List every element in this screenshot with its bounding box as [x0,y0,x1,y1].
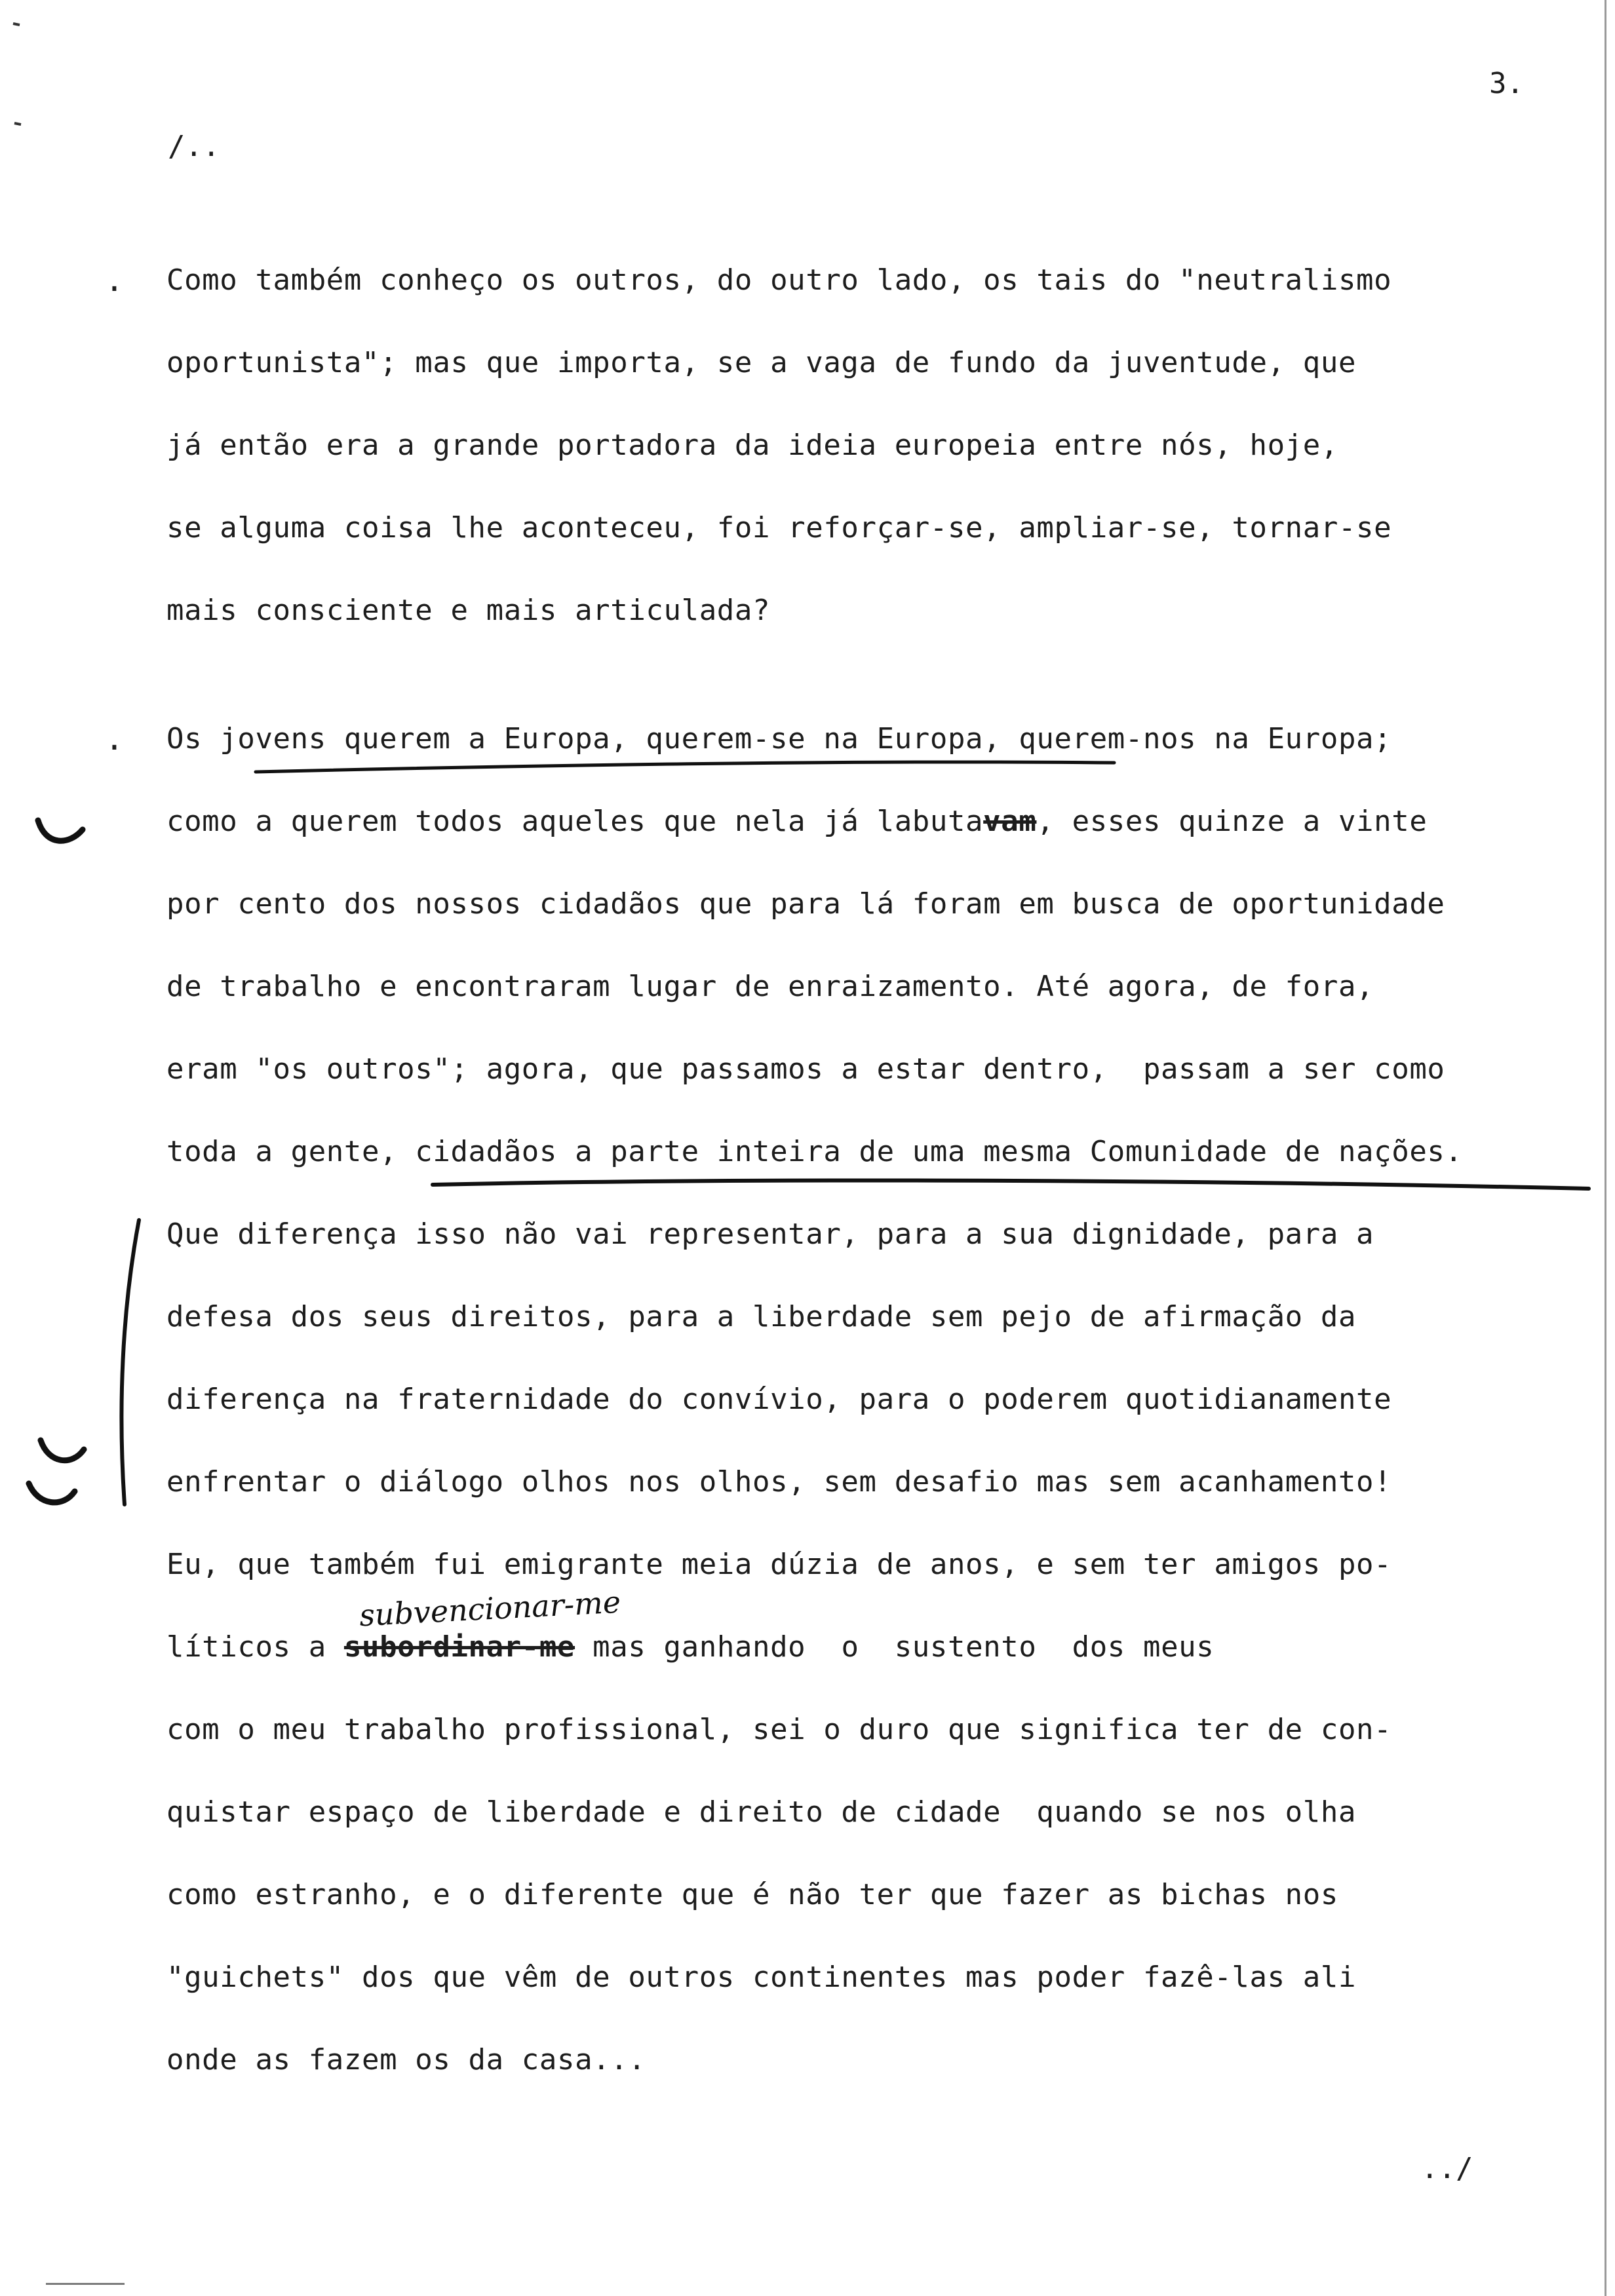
underline-first-sentence [256,762,1114,772]
line12-text-a: líticos a [166,1630,344,1664]
continuation-marker-top: /.. [168,130,220,163]
paragraph2-line-15: como estranho, e o diferente que é não ter que fazer as bichas nos [166,1878,1338,1911]
paragraph2-line-10: enfrentar o diálogo olhos nos olhos, sem desafio mas sem acanhamento! [166,1465,1392,1499]
struck-phrase: subordinar-me [343,1630,575,1664]
margin-check-mark-2 [41,1440,84,1461]
paragraph2-line-3: por cento dos nossos cidadãos que para lá foram em busca de oportunidade [166,887,1445,921]
handwritten-insertion: subvencionar-me [358,1584,622,1634]
paragraph1-line-3: já então era a grande portadora da ideia europeia entre nós, hoje, [166,429,1338,462]
paragraph2-line-1: Os jovens querem a Europa, querem-se na Europa, querem-nos na Europa; [166,722,1392,756]
struck-word: vam [983,805,1037,838]
paragraph2-line-17: onde as fazem os da casa... [166,2043,646,2076]
line2-text-a: como a querem todos aqueles que nela já labuta [166,805,984,838]
paragraph2-line-11: Eu, que também fui emigrante meia dúzia de anos, e sem ter amigos po- [166,1548,1392,1581]
paragraph2-line-4: de trabalho e encontraram lugar de enraizamento. Até agora, de fora, [166,970,1374,1003]
line2-text-b: , esses quinze a vinte [1036,805,1428,838]
paragraph1-line-1: Como também conheço os outros, do outro lado, os tais do "neutralismo [166,263,1392,297]
underline-cidadaos-sentence [433,1180,1589,1189]
paragraph2-line-16: "guichets" dos que vêm de outros continentes mas poder fazê-las ali [166,1961,1357,1994]
paragraph2-line-6: toda a gente, cidadãos a parte inteira de uma mesma Comunidade de nações. [166,1135,1463,1168]
paragraph2-line-8: defesa dos seus direitos, para a liberdade sem pejo de afirmação da [166,1300,1357,1333]
bullet-paragraph-2: . [105,721,124,757]
line12-text-b: mas ganhando o sustento dos meus [575,1630,1215,1664]
footer-mark [46,2283,125,2285]
margin-tick-1 [13,24,20,25]
paragraph1-line-5: mais consciente e mais articulada? [166,594,771,627]
paragraph2-line-7: Que diferença isso não vai representar, para a sua dignidade, para a [166,1217,1374,1251]
continuation-marker-bottom: ../ [1421,2152,1473,2185]
bullet-paragraph-1: . [105,262,124,299]
margin-bracket [121,1220,139,1504]
margin-tick-2 [14,123,21,124]
page-edge [1605,0,1606,2296]
paragraph1-line-4: se alguma coisa lhe aconteceu, foi reforçar-se, ampliar-se, tornar-se [166,511,1392,545]
paragraph1-line-2: oportunista"; mas que importa, se a vaga de fundo da juventude, que [166,346,1357,379]
margin-check-mark-1 [38,820,83,841]
margin-check-mark-3 [29,1483,75,1502]
paragraph2-line-5: eram "os outros"; agora, que passamos a estar dentro, passam a ser como [166,1052,1445,1086]
page-number: 3. [1489,67,1524,100]
paragraph2-line-14: quistar espaço de liberdade e direito de cidade quando se nos olha [166,1795,1357,1829]
paragraph2-line-9: diferença na fraternidade do convívio, para o poderem quotidianamente [166,1383,1392,1416]
paragraph2-line-13: com o meu trabalho profissional, sei o duro que significa ter de con- [166,1713,1392,1746]
